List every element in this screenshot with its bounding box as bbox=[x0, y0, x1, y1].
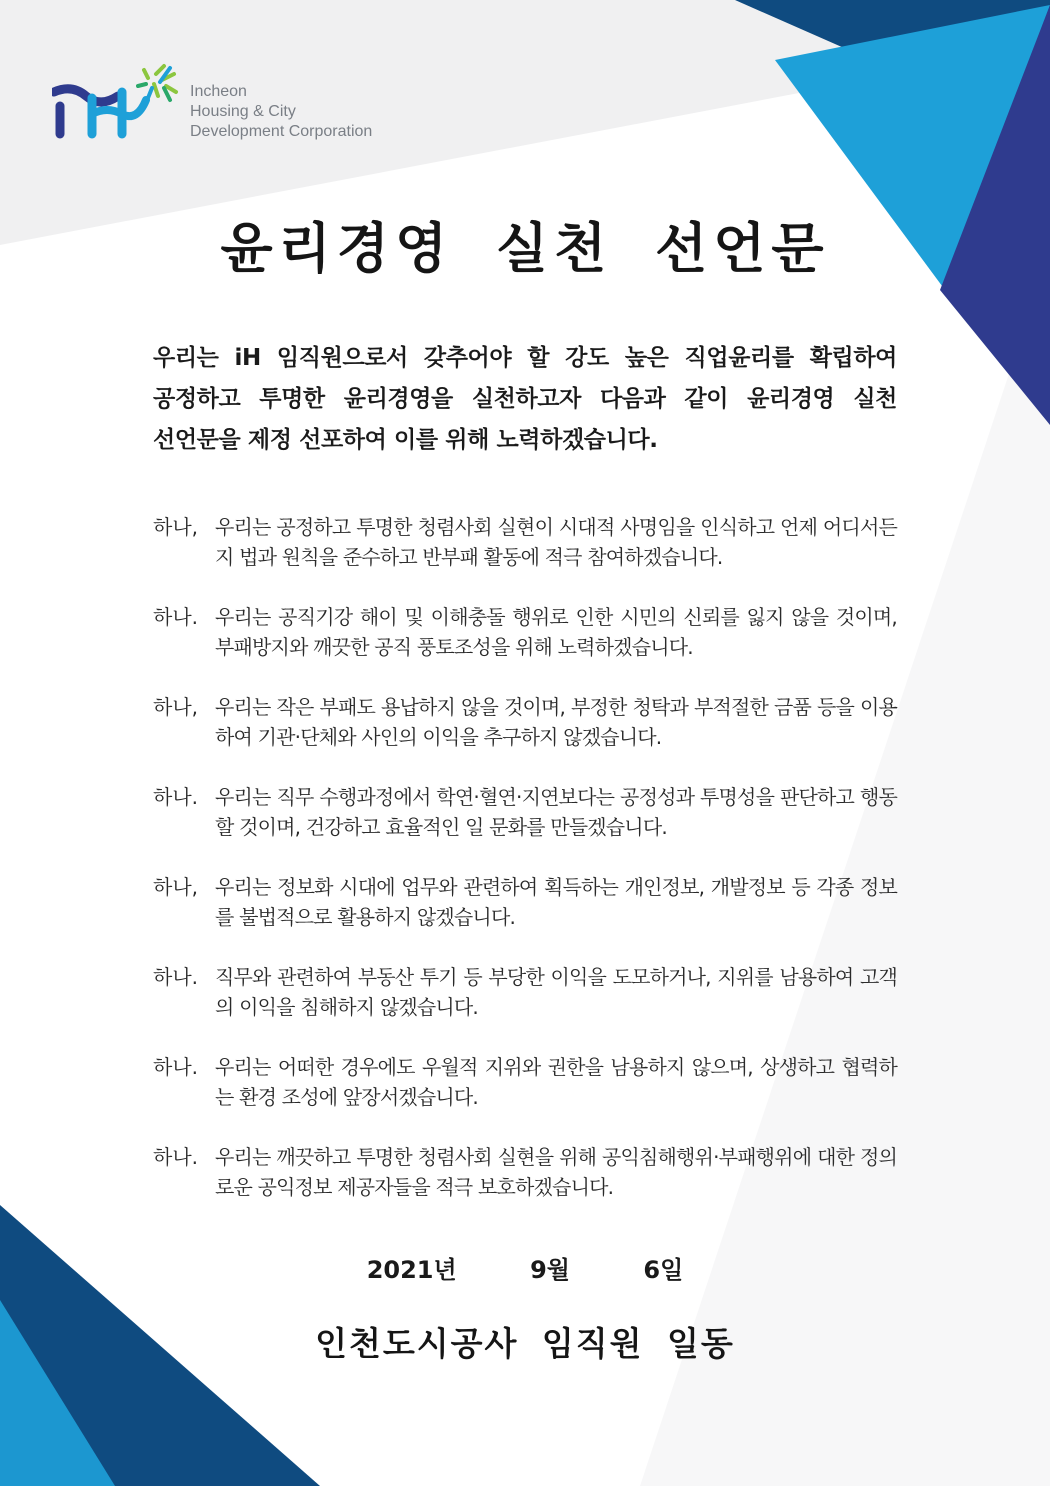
clause-list bbox=[153, 512, 897, 1232]
clause-5 bbox=[153, 872, 897, 962]
clause-text: 우리는 어떠한 경우에도 우월적 지위와 권한을 남용하지 않으며, 상생하고 협력하는 환경 조성에 앞장서겠습니다. bbox=[215, 1055, 897, 1109]
clause-text: 우리는 작은 부패도 용납하지 않을 것이며, 부정한 청탁과 부적절한 금품 등을 이용하여 기관·단체와 사인의 이익을 추구하지 않겠습니다. bbox=[215, 695, 897, 749]
clause-marker: 하나, bbox=[153, 515, 198, 539]
document-title: 윤리경영 실천 선언문 bbox=[220, 217, 830, 280]
ih-logo bbox=[52, 62, 382, 142]
declaration-date: 2021년 9월 6일 bbox=[366, 1256, 684, 1284]
clause-8 bbox=[153, 1142, 897, 1232]
clause-7 bbox=[153, 1052, 897, 1142]
clause-marker: 하나. bbox=[153, 785, 198, 809]
clause-marker: 하나. bbox=[153, 1145, 198, 1169]
clause-text: 우리는 깨끗하고 투명한 청렴사회 실현을 위해 공익침해행위·부패행위에 대한 정의로운 공익정보 제공자들을 적극 보호하겠습니다. bbox=[215, 1145, 897, 1199]
clause-marker: 하나, bbox=[153, 695, 198, 719]
clause-marker: 하나, bbox=[153, 875, 198, 899]
intro-line-3: 선언문을 제정 선포하여 이를 위해 노력하겠습니다. bbox=[153, 427, 658, 453]
signature-line: 인천도시공사 임직원 일동 bbox=[315, 1324, 735, 1363]
logo-line-3: Development Corporation bbox=[190, 123, 373, 140]
clause-4 bbox=[153, 782, 897, 872]
clause-marker: 하나. bbox=[153, 605, 198, 629]
clause-3 bbox=[153, 692, 897, 782]
intro-line-1: 우리는 iH 임직원으로서 갖추어야 할 강도 높은 직업윤리를 확립하여 bbox=[153, 345, 897, 371]
clause-marker: 하나. bbox=[153, 1055, 198, 1079]
clause-1 bbox=[153, 512, 897, 602]
ih-logo-icon bbox=[52, 62, 187, 142]
logo-line-1: Incheon bbox=[190, 83, 247, 100]
clause-marker: 하나. bbox=[153, 965, 198, 989]
clause-6 bbox=[153, 962, 897, 1052]
intro-paragraph bbox=[153, 338, 897, 461]
clause-text: 우리는 직무 수행과정에서 학연·혈연·지연보다는 공정성과 투명성을 판단하고 행동할 것이며, 건강하고 효율적인 일 문화를 만들겠습니다. bbox=[215, 785, 897, 839]
clause-text: 직무와 관련하여 부동산 투기 등 부당한 이익을 도모하거나, 지위를 남용하여 고객의 이익을 침해하지 않겠습니다. bbox=[215, 965, 897, 1019]
intro-line-2: 공정하고 투명한 윤리경영을 실천하고자 다음과 같이 윤리경영 실천 bbox=[153, 386, 897, 412]
clause-2 bbox=[153, 602, 897, 692]
clause-text: 우리는 공직기강 해이 및 이해충돌 행위로 인한 시민의 신뢰를 잃지 않을 것이며, 부패방지와 깨끗한 공직 풍토조성을 위해 노력하겠습니다. bbox=[215, 605, 897, 659]
logo-wordmark bbox=[190, 82, 372, 142]
logo-line-2: Housing & City bbox=[190, 103, 296, 120]
clause-text: 우리는 공정하고 투명한 청렴사회 실현이 시대적 사명임을 인식하고 언제 어디서든지 법과 원칙을 준수하고 반부패 활동에 적극 참여하겠습니다. bbox=[215, 515, 897, 569]
clause-text: 우리는 정보화 시대에 업무와 관련하여 획득하는 개인정보, 개발정보 등 각종 정보를 불법적으로 활용하지 않겠습니다. bbox=[215, 875, 897, 929]
